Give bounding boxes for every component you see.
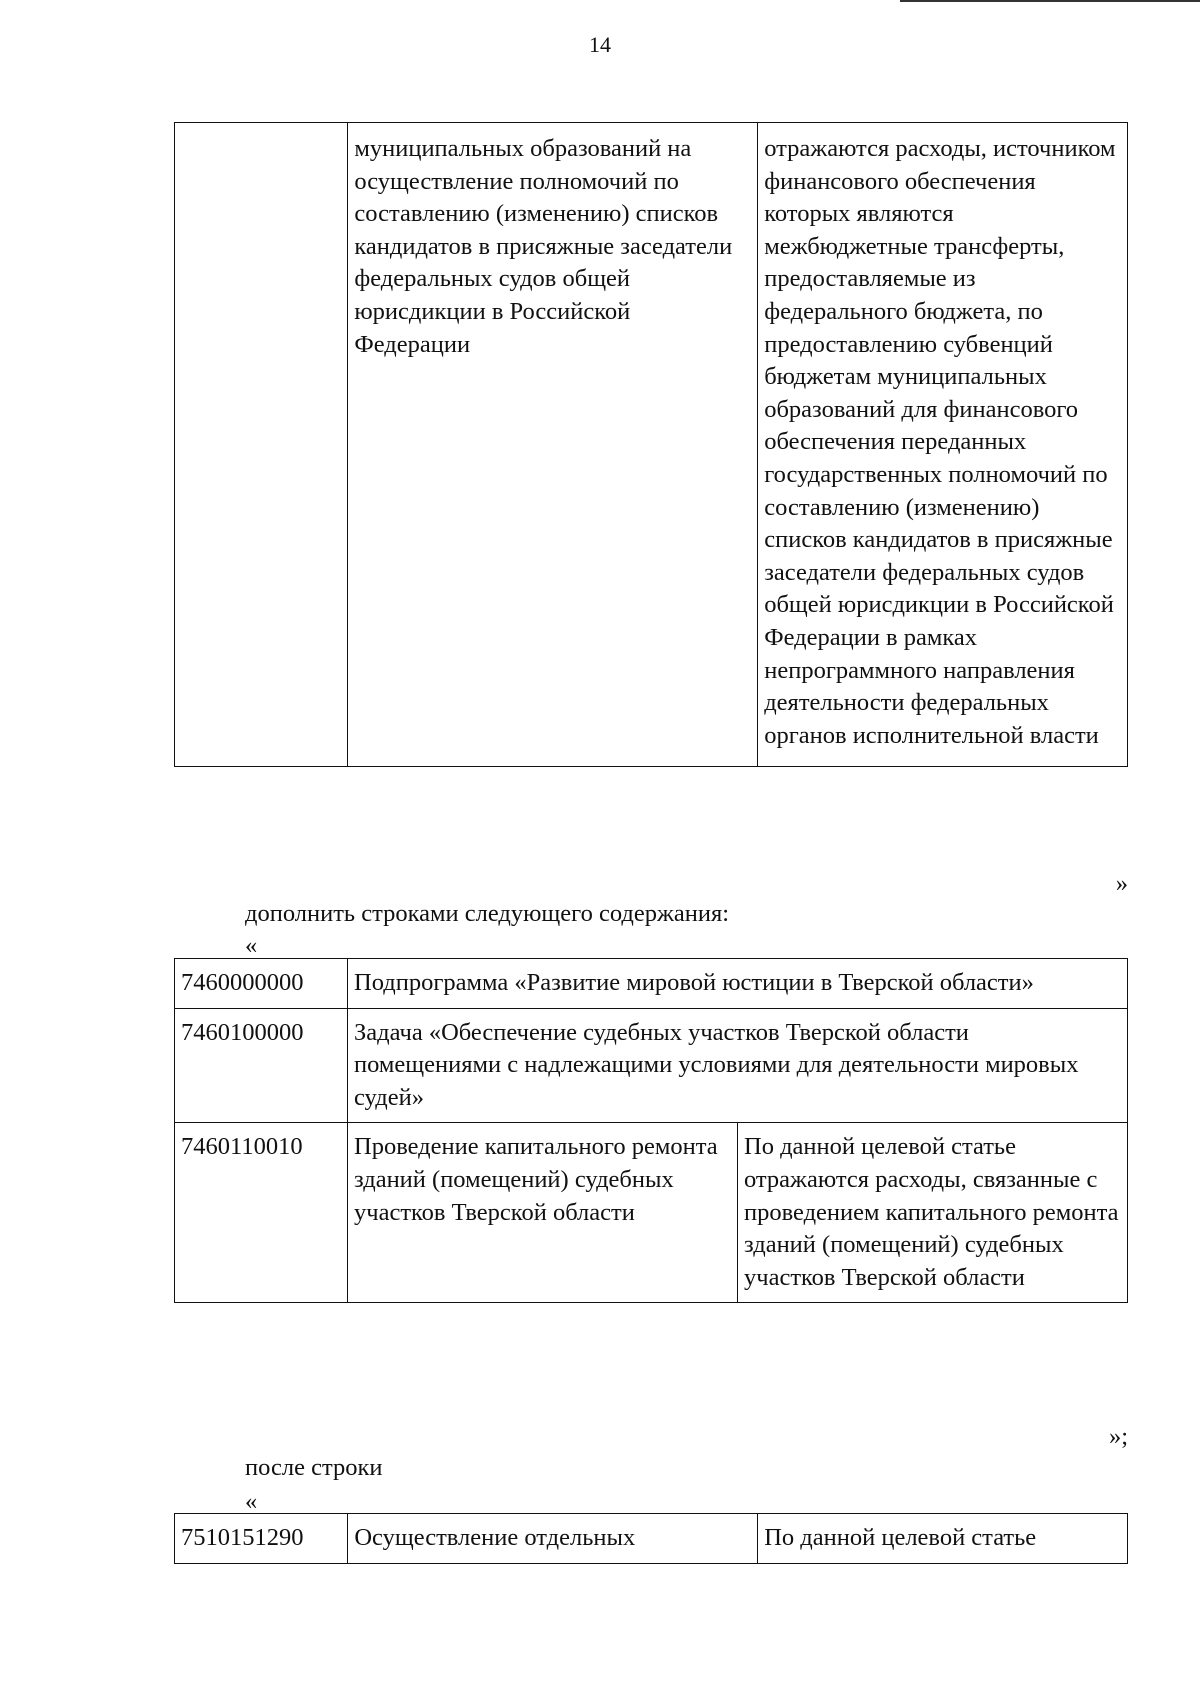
table-row [175, 1008, 1128, 1123]
instruction-text: дополнить строками следующего содержания: [245, 900, 730, 927]
scan-edge-mark [900, 0, 1200, 2]
code-cell: 7460100000 [175, 1008, 348, 1123]
opening-quote: « [245, 932, 258, 959]
description-cell: По данной целевой статье отражаются расходы, связанные с проведением капитального ремонта зданий (помещений) судебных участков Тверской области [738, 1123, 1128, 1303]
name-cell: Осуществление отдельных [348, 1514, 758, 1564]
table-row [175, 123, 1128, 767]
description-cell: отражаются расходы, источником финансового обеспечения которых являются межбюджетные трансферты, предоставляемые из федерального бюджета, по предоставлению субвенций бюджетам муниципальных образований для финансового обеспечения переданных государственных полномочий по составлению (изменению) списков кандидатов в присяжные заседатели федеральных судов общей юрисдикции в Российской Федерации в рамках непрограммного направления деятельности федеральных органов исполнительной власти [758, 123, 1128, 767]
code-cell: 7460110010 [175, 1123, 348, 1303]
page-number: 14 [589, 32, 611, 57]
name-cell: муниципальных образований на осуществление полномочий по составлению (изменению) списков кандидатов в присяжные заседатели федеральных судов общей юрисдикции в Российской Федерации [348, 123, 758, 767]
table-top [174, 122, 1128, 767]
table-middle [174, 958, 1128, 1303]
table-row [175, 1514, 1128, 1564]
closing-quote: » [1115, 870, 1128, 897]
name-cell: Проведение капитального ремонта зданий (помещений) судебных участков Тверской области [348, 1123, 738, 1303]
code-cell: 7460000000 [175, 959, 348, 1009]
description-cell: По данной целевой статье [758, 1514, 1128, 1564]
closing-quote: »; [1108, 1423, 1128, 1450]
opening-quote: « [245, 1488, 258, 1515]
name-cell: Подпрограмма «Развитие мировой юстиции в Тверской области» [348, 959, 1128, 1009]
table-bottom [174, 1513, 1128, 1564]
code-cell [175, 123, 348, 767]
instruction-text: после строки [245, 1454, 383, 1481]
name-cell: Задача «Обеспечение судебных участков Тверской области помещениями с надлежащими условиями для деятельности мировых судей» [348, 1008, 1128, 1123]
code-cell: 7510151290 [175, 1514, 348, 1564]
table-row [175, 1123, 1128, 1303]
table-row [175, 959, 1128, 1009]
